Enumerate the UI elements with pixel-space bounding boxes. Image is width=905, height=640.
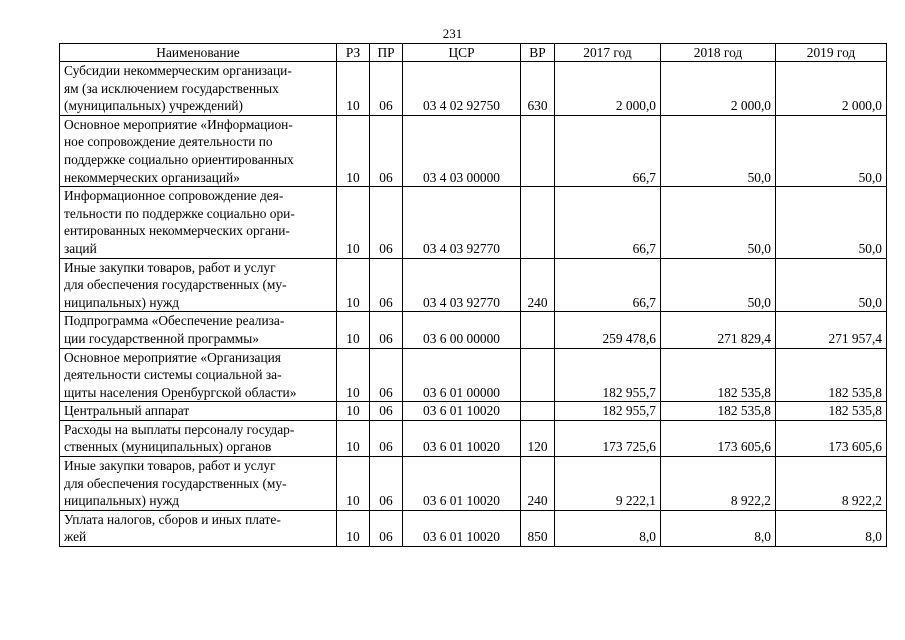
cell-2017: 173 725,6	[555, 420, 661, 456]
page-number: 231	[442, 26, 463, 41]
table-row	[60, 187, 887, 258]
name-line: (муниципальных) учреждений)	[64, 98, 244, 114]
name-line: Основное мероприятие «Информацион-	[64, 116, 293, 132]
cell-name	[60, 402, 337, 421]
name-line: для обеспечения государственных (му-	[64, 277, 287, 293]
cell-rz: 10	[337, 187, 370, 258]
cell-2018: 50,0	[661, 115, 776, 186]
cell-rz: 10	[337, 510, 370, 546]
name-line: Иные закупки товаров, работ и услуг	[64, 259, 276, 275]
cell-2017: 8,0	[555, 510, 661, 546]
cell-name	[60, 457, 337, 511]
cell-rz: 10	[337, 115, 370, 186]
name-line: некоммерческих организаций»	[64, 169, 240, 185]
cell-2018: 182 535,8	[661, 348, 776, 402]
cell-vr	[521, 402, 555, 421]
header-name: Наименование	[60, 44, 337, 62]
cell-2017: 2 000,0	[555, 62, 661, 116]
name-line: ное сопровождение деятельности по	[64, 134, 273, 150]
name-line: тельности по поддержке социально ори-	[64, 205, 295, 221]
cell-2019: 50,0	[776, 258, 887, 312]
table-row	[60, 62, 887, 116]
cell-pr: 06	[370, 420, 403, 456]
cell-rz: 10	[337, 420, 370, 456]
cell-rz: 10	[337, 402, 370, 421]
name-line: Подпрограмма «Обеспечение реализа-	[64, 313, 285, 329]
cell-csr: 03 4 03 92770	[403, 187, 521, 258]
budget-table	[59, 43, 887, 547]
header-2017: 2017 год	[555, 44, 661, 62]
name-line: Иные закупки товаров, работ и услуг	[64, 458, 276, 474]
cell-csr: 03 6 01 10020	[403, 420, 521, 456]
cell-vr	[521, 115, 555, 186]
cell-vr: 630	[521, 62, 555, 116]
cell-2018: 271 829,4	[661, 312, 776, 348]
cell-2018: 2 000,0	[661, 62, 776, 116]
name-line: поддержке социально ориентированных	[64, 151, 294, 167]
cell-2018: 182 535,8	[661, 402, 776, 421]
header-2018: 2018 год	[661, 44, 776, 62]
cell-vr: 120	[521, 420, 555, 456]
cell-name	[60, 187, 337, 258]
cell-2017: 182 955,7	[555, 348, 661, 402]
cell-2019: 50,0	[776, 187, 887, 258]
cell-pr: 06	[370, 457, 403, 511]
cell-vr: 240	[521, 258, 555, 312]
cell-2019: 271 957,4	[776, 312, 887, 348]
cell-2019: 173 605,6	[776, 420, 887, 456]
cell-2017: 66,7	[555, 115, 661, 186]
cell-csr: 03 6 01 10020	[403, 402, 521, 421]
cell-2017: 66,7	[555, 187, 661, 258]
cell-vr: 850	[521, 510, 555, 546]
table-row	[60, 457, 887, 511]
name-line: деятельности системы социальной за-	[64, 367, 282, 383]
cell-vr	[521, 348, 555, 402]
name-line: Расходы на выплаты персоналу государ-	[64, 421, 295, 437]
table-row	[60, 115, 887, 186]
cell-2017: 66,7	[555, 258, 661, 312]
cell-rz: 10	[337, 457, 370, 511]
cell-name	[60, 348, 337, 402]
cell-2018: 50,0	[661, 187, 776, 258]
cell-pr: 06	[370, 312, 403, 348]
cell-2019: 8,0	[776, 510, 887, 546]
cell-vr	[521, 187, 555, 258]
name-line: ниципальных) нужд	[64, 493, 180, 509]
cell-csr: 03 6 01 00000	[403, 348, 521, 402]
cell-2019: 8 922,2	[776, 457, 887, 511]
cell-csr: 03 6 01 10020	[403, 510, 521, 546]
cell-2019: 182 535,8	[776, 348, 887, 402]
table-row	[60, 420, 887, 456]
cell-csr: 03 4 02 92750	[403, 62, 521, 116]
header-row	[60, 44, 887, 62]
name-line: Уплата налогов, сборов и иных плате-	[64, 511, 281, 527]
name-line: ственных (муниципальных) органов	[64, 439, 272, 455]
table-row	[60, 348, 887, 402]
cell-rz: 10	[337, 258, 370, 312]
cell-name	[60, 115, 337, 186]
cell-name	[60, 62, 337, 116]
cell-name	[60, 420, 337, 456]
cell-2019: 2 000,0	[776, 62, 887, 116]
cell-pr: 06	[370, 348, 403, 402]
header-2019: 2019 год	[776, 44, 887, 62]
name-line: Информационное сопровождение дея-	[64, 188, 284, 204]
cell-name	[60, 312, 337, 348]
table-body	[60, 62, 887, 547]
cell-pr: 06	[370, 115, 403, 186]
table-row	[60, 258, 887, 312]
cell-2018: 50,0	[661, 258, 776, 312]
cell-csr: 03 4 03 00000	[403, 115, 521, 186]
cell-2018: 8 922,2	[661, 457, 776, 511]
name-line: ям (за исключением государственных	[64, 80, 279, 96]
cell-csr: 03 6 00 00000	[403, 312, 521, 348]
cell-2017: 9 222,1	[555, 457, 661, 511]
cell-csr: 03 6 01 10020	[403, 457, 521, 511]
header-vr: ВР	[521, 44, 555, 62]
name-line: ции государственной программы»	[64, 330, 259, 346]
header-rz: РЗ	[337, 44, 370, 62]
cell-rz: 10	[337, 312, 370, 348]
cell-rz: 10	[337, 62, 370, 116]
cell-pr: 06	[370, 258, 403, 312]
name-line: щиты населения Оренбургской области»	[64, 384, 297, 400]
name-line: жей	[64, 529, 87, 545]
cell-2019: 182 535,8	[776, 402, 887, 421]
cell-pr: 06	[370, 62, 403, 116]
header-pr: ПР	[370, 44, 403, 62]
cell-pr: 06	[370, 402, 403, 421]
cell-2018: 173 605,6	[661, 420, 776, 456]
table-row	[60, 510, 887, 546]
cell-2017: 182 955,7	[555, 402, 661, 421]
cell-vr	[521, 312, 555, 348]
cell-2017: 259 478,6	[555, 312, 661, 348]
header-csr: ЦСР	[403, 44, 521, 62]
name-line: для обеспечения государственных (му-	[64, 475, 287, 491]
table-row	[60, 312, 887, 348]
name-line: Основное мероприятие «Организация	[64, 349, 281, 365]
table-row	[60, 402, 887, 421]
name-line: ниципальных) нужд	[64, 294, 180, 310]
cell-2018: 8,0	[661, 510, 776, 546]
cell-name	[60, 510, 337, 546]
name-line: Субсидии некоммерческим организаци-	[64, 63, 292, 78]
cell-pr: 06	[370, 187, 403, 258]
name-line: ентированных некоммерческих органи-	[64, 223, 290, 239]
cell-2019: 50,0	[776, 115, 887, 186]
cell-vr: 240	[521, 457, 555, 511]
cell-name	[60, 258, 337, 312]
name-line: Центральный аппарат	[64, 403, 190, 419]
cell-csr: 03 4 03 92770	[403, 258, 521, 312]
cell-rz: 10	[337, 348, 370, 402]
name-line: заций	[64, 240, 97, 256]
cell-pr: 06	[370, 510, 403, 546]
